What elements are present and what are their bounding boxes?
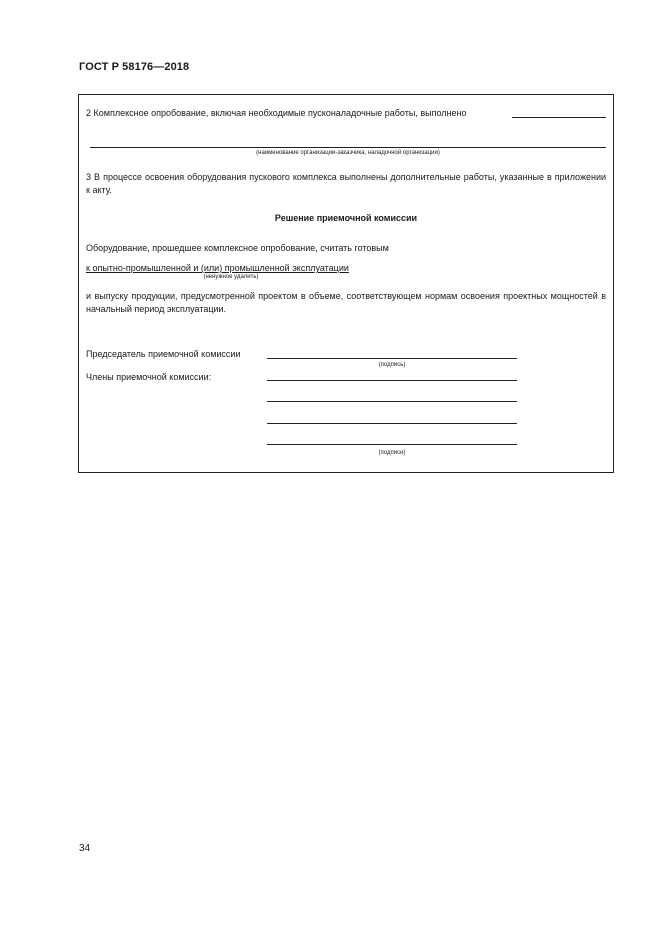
members-signature-caption: (подписи) [378,450,406,456]
decision-line-2: и выпуску продукции, предусмотренной проектом в объеме, соответствующем нормам освоения проектных мощностей в начальный период эксплуатации. [86,291,606,314]
item-2-fill-line [512,117,606,118]
chairman-signature-caption: (подпись) [378,362,406,368]
member-signature-line-2 [267,401,517,402]
organization-line [90,147,606,148]
member-signature-line-4 [267,444,517,445]
chairman-signature-line [267,358,517,359]
decision-heading: Решение приемочной комиссии [274,213,418,223]
page-number: 34 [79,843,91,854]
member-signature-line-1 [267,380,517,381]
decision-line-1: Оборудование, прошедшее комплексное опробование, считать готовым [86,243,389,253]
item-3-text: 3 В процессе освоения оборудования пускового комплекса выполнены дополнительные работы, указанные в приложении к акту. [86,172,606,195]
decision-option: к опытно-промышленной и (или) промышленной эксплуатации [86,263,349,273]
item-2-text: 2 Комплексное опробование, включая необходимые пусконаладочные работы, выполнено [86,108,467,118]
chairman-label: Председатель приемочной комиссии [86,349,241,359]
organization-caption: (наименование организации-заказчика, наладочной организации) [256,150,440,156]
members-label: Члены приемочной комиссии: [86,372,212,382]
decision-option-caption: (ненужное удалить) [203,274,259,280]
document-header: ГОСТ Р 58176—2018 [79,61,190,73]
member-signature-line-3 [267,423,517,424]
